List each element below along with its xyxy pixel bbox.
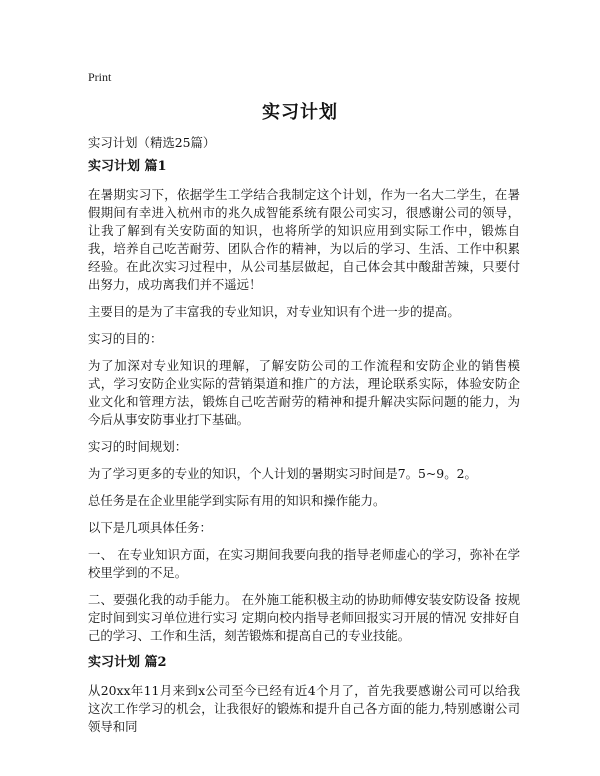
paragraph: 以下是几项具体任务：	[88, 520, 212, 535]
paragraph: 在暑期实习下，依据学生工学结合我制定这个计划，作为一名大二学生，在暑假期间有幸进入杭州市的兆久成智能系统有限公司实习，很感谢公司的领导，让我了解到有关安防面的知识，也将所学的知识应用到实际工作中，锻炼自我，培养自己吃苦耐劳、团队合作的精神，为以后的学习、生活、工作中积累经验。在此次实习过程中，从公司基层做起，自己体会其中酸甜苦辣，只要付出努力，成功离我们并不遥远！	[88, 187, 520, 292]
paragraph: 主要目的是为了丰富我的专业知识，对专业知识有个进一步的提高。	[88, 304, 460, 319]
paragraph: 二、要强化我的动手能力。 在外施工能积极主动的协助师傅安装安防设备 按规定时间到实习单位进行实习 定期向校内指导老师回报实习开展的情况 安排好自己的学习、工作和生活，刻苦锻炼和提高自己的专业技能。	[88, 592, 520, 643]
paragraph: 总任务是在企业里能学到实际有用的知识和操作能力。	[88, 493, 386, 508]
page-title: 实习计划	[262, 102, 338, 123]
print-link[interactable]: Print	[88, 70, 112, 84]
section-heading: 实习计划 篇1	[88, 159, 167, 174]
document-subtitle: 实习计划（精选25篇）	[88, 135, 216, 150]
paragraph: 实习的目的：	[88, 331, 163, 346]
paragraph: 一、 在专业知识方面，在实习期间我要向我的指导老师虚心的学习，弥补在学校里学到的不足。	[88, 547, 520, 580]
paragraph: 为了加深对专业知识的理解，了解安防公司的工作流程和安防企业的销售模式，学习安防企业实际的营销渠道和推广的方法，理论联系实际，体验安防企业文化和管理方法，锻炼自己吃苦耐劳的精神和提升解决实际问题的能力，为今后从事安防事业打下基础。	[88, 358, 520, 427]
paragraph: 从20xx年11月来到x公司至今已经有近4个月了，首先我要感谢公司可以给我这次工作学习的机会，让我很好的锻炼和提升自己各方面的能力,特别感谢公司领导和同	[88, 683, 520, 734]
paragraph: 为了学习更多的专业的知识，个人计划的暑期实习时间是7。5~9。2。	[88, 466, 477, 481]
document-body	[88, 134, 520, 745]
paragraph: 实习的时间规划：	[88, 439, 188, 454]
section-heading: 实习计划 篇2	[88, 655, 167, 670]
